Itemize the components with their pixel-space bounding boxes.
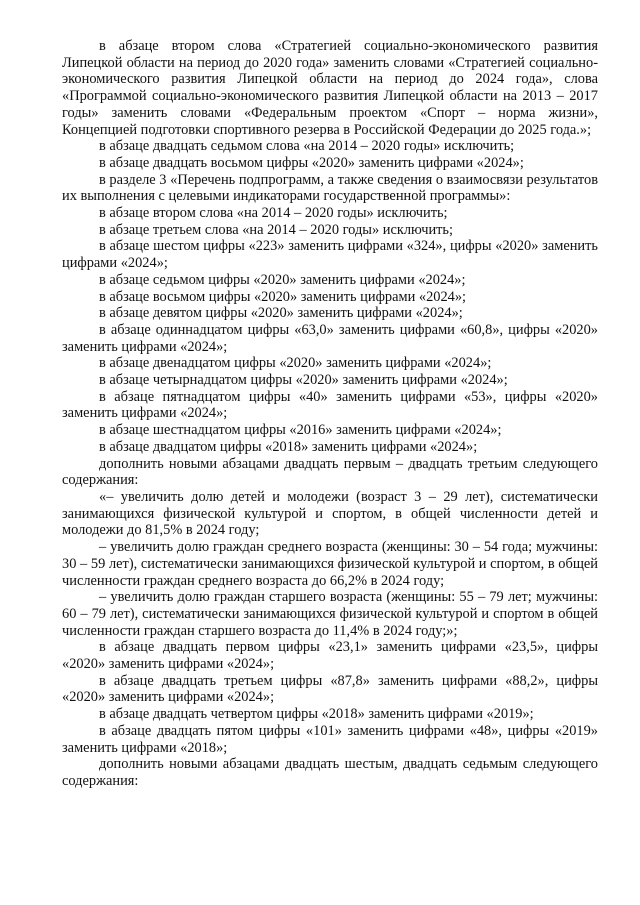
paragraph-17: дополнить новыми абзацами двадцать первым – двадцать третьим следующего содержания: xyxy=(62,455,598,489)
paragraph-14: в абзаце пятнадцатом цифры «40» заменить цифрами «53», цифры «2020» заменить цифрами «2024»; xyxy=(62,388,598,422)
paragraph-6: в абзаце третьем слова «на 2014 – 2020 годы» исключить; xyxy=(99,221,453,238)
paragraph-25: дополнить новыми абзацами двадцать шестым, двадцать седьмым следующего содержания: xyxy=(62,756,598,789)
paragraph-12: в абзаце двенадцатом цифры «2020» заменить цифрами «2024»; xyxy=(99,355,492,372)
paragraph-20: – увеличить долю граждан старшего возраста (женщины: 55 – 79 лет; мужчины: 60 – 79 лет), систематически занимающихся физической культурой и спортом в общей численности граждан старшего возраста до 11,4% в 2024 году;»; xyxy=(62,589,598,639)
paragraph-11: в абзаце одиннадцатом цифры «63,0» заменить цифрами «60,8», цифры «2020» заменить цифрами «2024»; xyxy=(62,321,598,355)
paragraph-3: в абзаце двадцать восьмом цифры «2020» заменить цифрами «2024»; xyxy=(99,154,524,171)
paragraph-23: в абзаце двадцать четвертом цифры «2018» заменить цифрами «2019»; xyxy=(99,706,534,723)
paragraph-15: в абзаце шестнадцатом цифры «2016» заменить цифрами «2024»; xyxy=(99,422,502,439)
paragraph-19: – увеличить долю граждан среднего возраста (женщины: 30 – 54 года; мужчины: 30 – 59 лет), систематически занимающихся физической культурой и спортом, в общей численности граждан среднего возраста до 66,2% в 2024 году; xyxy=(62,539,598,589)
paragraph-16: в абзаце двадцатом цифры «2018» заменить цифрами «2024»; xyxy=(99,438,478,455)
paragraph-21: в абзаце двадцать первом цифры «23,1» заменить цифрами «23,5», цифры «2020» заменить цифрами «2024»; xyxy=(62,639,598,673)
paragraph-2: в абзаце двадцать седьмом слова «на 2014 – 2020 годы» исключить; xyxy=(99,138,515,155)
paragraph-22: в абзаце двадцать третьем цифры «87,8» заменить цифрами «88,2», цифры «2020» заменить цифрами «2024»; xyxy=(62,672,598,706)
paragraph-5: в абзаце втором слова «на 2014 – 2020 годы» исключить; xyxy=(99,205,448,222)
paragraph-10: в абзаце девятом цифры «2020» заменить цифрами «2024»; xyxy=(99,305,463,322)
paragraph-4: в разделе 3 «Перечень подпрограмм, а также сведения о взаимосвязи результатов их выполнения с целевыми индикаторами государственной программы»: xyxy=(62,171,598,205)
paragraph-1: в абзаце втором слова «Стратегией социально-экономического развития Липецкой области на период до 2020 года» заменить словами «Стратегией социально-экономического развития Липецкой области на период до 2024 года», слова «Программой социально-экономического развития Липецкой области на 2013 – 2017 годы» заменить словами «Федеральным проектом «Спорт – норма жизни», Концепцией подготовки спортивного резерва в Российской Федерации до 2025 года.»; xyxy=(62,38,598,138)
paragraph-8: в абзаце седьмом цифры «2020» заменить цифрами «2024»; xyxy=(99,271,466,288)
paragraph-24: в абзаце двадцать пятом цифры «101» заменить цифрами «48», цифры «2019» заменить цифрами «2018»; xyxy=(62,722,598,756)
paragraph-18: «– увеличить долю детей и молодежи (возраст 3 – 29 лет), систематически занимающихся физической культурой и спортом, в общей численности детей и молодежи до 81,5% в 2024 году; xyxy=(62,488,598,539)
paragraph-7: в абзаце шестом цифры «223» заменить цифрами «324», цифры «2020» заменить цифрами «2024»; xyxy=(62,238,598,272)
paragraph-9: в абзаце восьмом цифры «2020» заменить цифрами «2024»; xyxy=(99,288,467,305)
paragraph-13: в абзаце четырнадцатом цифры «2020» заменить цифрами «2024»; xyxy=(99,372,508,389)
